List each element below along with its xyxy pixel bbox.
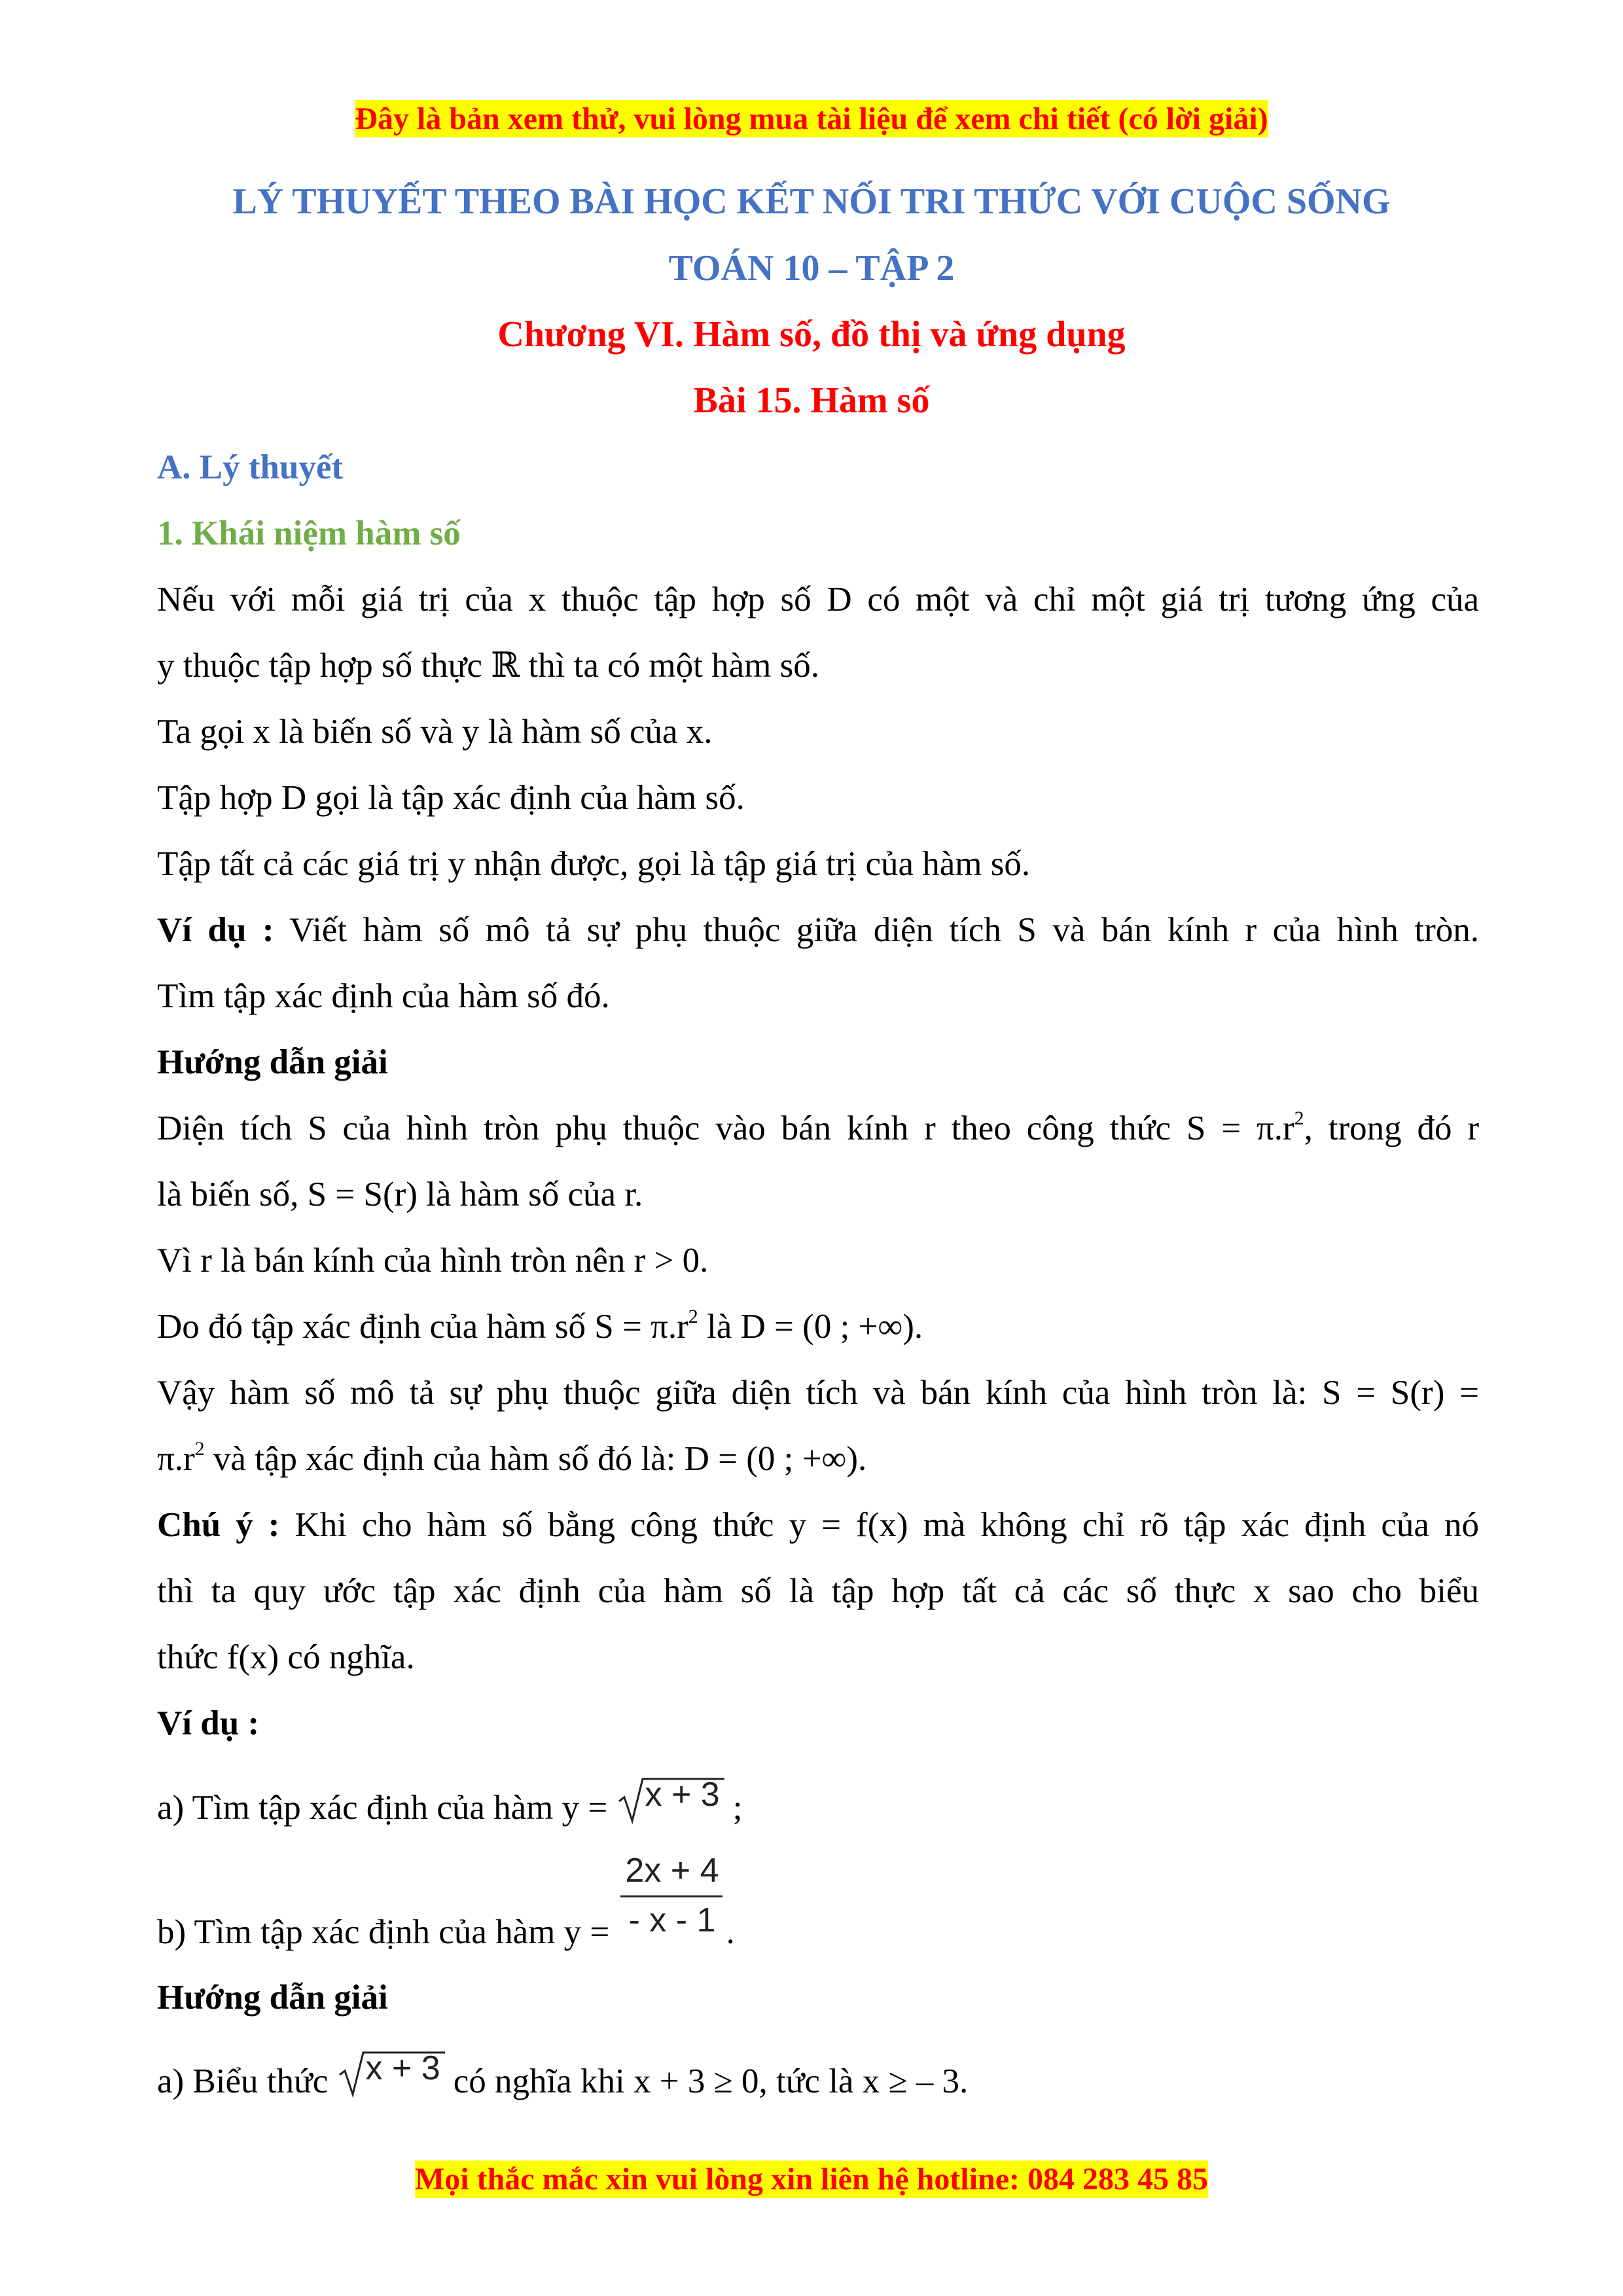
fraction-bar <box>620 1895 722 1897</box>
sqrt-radicand: x + 3 <box>365 2049 440 2087</box>
example-2-heading: Ví dụ : <box>157 1704 260 1742</box>
chapter-title: Chương VI. Hàm số, đồ thị và ứng dụng <box>497 314 1126 355</box>
fraction-expression <box>618 1847 726 1945</box>
example-1-text: Viết hàm số mô tả sự phụ thuộc giữa diện tích S và bán kính r của hình tròn. <box>274 911 1479 949</box>
sqrt-expression <box>337 2049 445 2101</box>
preview-banner <box>0 99 1623 139</box>
solution-line: Vì r là bán kính của hình tròn nên r > 0. <box>157 1242 709 1280</box>
solution-line <box>157 1109 1479 1148</box>
solution-text: Do đó tập xác định của hàm số S = π.r <box>157 1308 688 1346</box>
document-title: LÝ THUYẾT THEO BÀI HỌC KẾT NỐI TRI THỨC VỚI CUỘC SỐNG <box>232 181 1391 222</box>
hotline-banner-text: Mọi thắc mắc xin vui lòng xin liên hệ hotline: 084 283 45 85 <box>414 2162 1209 2197</box>
definition-line: Tập hợp D gọi là tập xác định của hàm số. <box>157 779 745 817</box>
subsection-heading: 1. Khái niệm hàm số <box>157 514 461 552</box>
preview-banner-text: Đây là bản xem thử, vui lòng mua tài liệu để xem chi tiết (có lời giải) <box>355 101 1268 136</box>
sqrt-expression <box>616 1775 724 1827</box>
example-1-line: Tìm tập xác định của hàm số đó. <box>157 977 610 1015</box>
superscript: 2 <box>1294 1107 1304 1130</box>
solution-2a-line <box>157 2049 1479 2121</box>
note-label: Chú ý : <box>157 1506 280 1544</box>
definition-line: y thuộc tập hợp số thực ℝ thì ta có một hàm số. <box>157 647 819 685</box>
example-2b-line <box>157 1851 1479 1971</box>
solution-line: Vậy hàm số mô tả sự phụ thuộc giữa diện tích và bán kính của hình tròn là: S = S(r) = <box>157 1374 1479 1412</box>
section-heading: A. Lý thuyết <box>157 448 344 486</box>
superscript: 2 <box>194 1438 205 1460</box>
document-subtitle: TOÁN 10 – TẬP 2 <box>668 248 955 289</box>
sqrt-radicand: x + 3 <box>645 1775 720 1814</box>
note-text: Khi cho hàm số bằng công thức y = f(x) mà không chỉ rõ tập xác định của nó <box>279 1506 1479 1544</box>
hotline-banner <box>0 2160 1623 2199</box>
definition-line: Ta gọi x là biến số và y là hàm số của x. <box>157 713 713 751</box>
example-2a-text: a) Tìm tập xác định của hàm y = <box>157 1789 616 1827</box>
solution-text: và tập xác định của hàm số đó là: D = (0 ; +∞). <box>204 1440 867 1478</box>
definition-line: Tập tất cả các giá trị y nhận được, gọi là tập giá trị của hàm số. <box>157 845 1031 883</box>
example-2b-suffix: . <box>726 1913 735 1951</box>
superscript: 2 <box>688 1306 698 1328</box>
note-line <box>157 1505 1479 1545</box>
fraction-numerator: 2x + 4 <box>625 1851 719 1890</box>
lesson-title: Bài 15. Hàm số <box>693 380 930 421</box>
solution-line <box>157 1307 1479 1346</box>
solution-2-heading: Hướng dẫn giải <box>157 1979 388 2017</box>
solution-text: Diện tích S của hình tròn phụ thuộc vào bán kính r theo công thức S = π.r <box>157 1109 1294 1147</box>
note-line: thức f(x) có nghĩa. <box>157 1638 415 1676</box>
note-line: thì ta quy ước tập xác định của hàm số là tập hợp tất cả các số thực x sao cho biểu <box>157 1572 1479 1610</box>
fraction-denominator: - x - 1 <box>628 1901 716 1939</box>
solution-line <box>157 1439 1479 1479</box>
solution-text: , trong đó r <box>1304 1109 1479 1147</box>
example-label: Ví dụ : <box>157 911 274 949</box>
solution-2a-suffix: có nghĩa khi x + 3 ≥ 0, tức là x ≥ – 3. <box>444 2062 969 2100</box>
definition-line: Nếu với mỗi giá trị của x thuộc tập hợp số D có một và chỉ một giá trị tương ứng của <box>157 581 1479 619</box>
example-2a-suffix: ; <box>724 1789 743 1827</box>
solution-text: π.r <box>157 1440 195 1478</box>
solution-heading: Hướng dẫn giải <box>157 1043 388 1081</box>
solution-text: là D = (0 ; +∞). <box>698 1308 923 1346</box>
solution-line: là biến số, S = S(r) là hàm số của r. <box>157 1175 643 1213</box>
example-2b-text: b) Tìm tập xác định của hàm y = <box>157 1913 618 1951</box>
example-1-line <box>157 910 1479 950</box>
example-2a-line <box>157 1775 1479 1847</box>
solution-2a-text: a) Biểu thức <box>157 2062 337 2100</box>
